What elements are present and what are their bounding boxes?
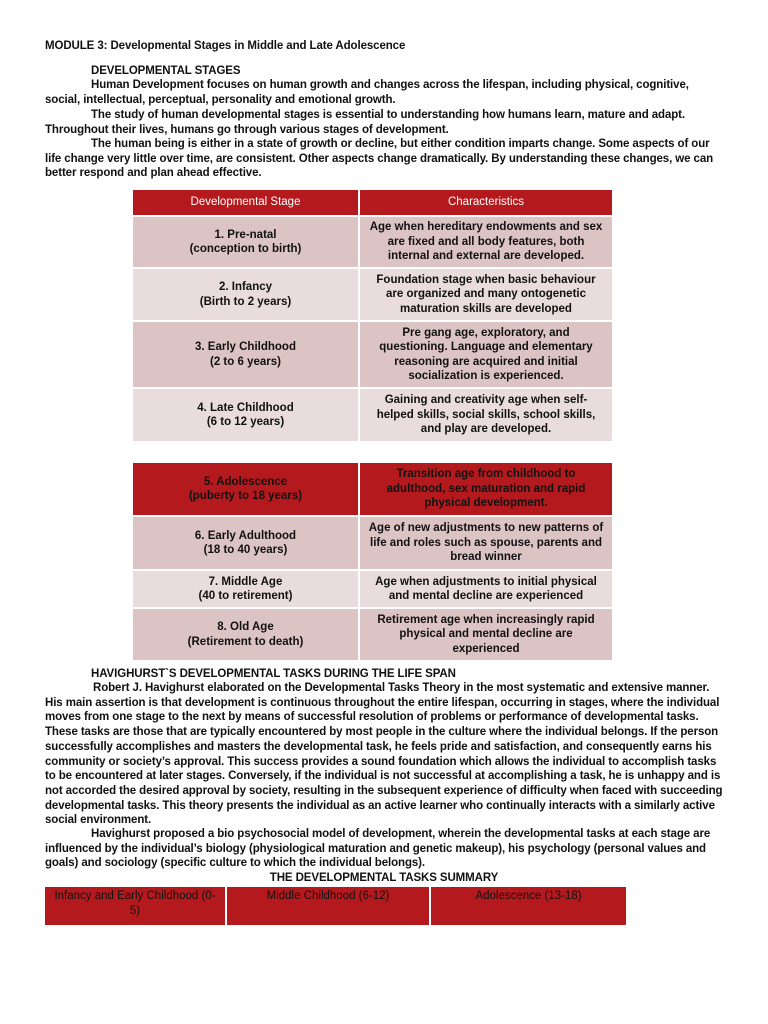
table-header-row (133, 190, 614, 217)
table-row (133, 269, 614, 322)
havighurst-paragraph-2-text: Havighurst proposed a bio psychosocial model of development, wherein the developmental tasks at each stage are influenced by the individual’s biology (physiological maturation and genetic makeup), his psychology (personal values and goals) and sociology (specific culture to which the individual belongs). (45, 828, 711, 870)
characteristics-cell: Retirement age when increasingly rapid physical and mental decline are experienced (360, 609, 614, 662)
table-row (133, 571, 614, 609)
intro-paragraph-3-text: The human being is either in a state of growth or decline, but either condition imparts change. Some aspects of our life change very little over time, are consistent. Other aspects change dramatically. By understanding these changes, we can better respond and plan ahead effective. (45, 138, 714, 180)
table-row (133, 217, 614, 269)
intro-paragraph-2 (45, 108, 725, 137)
section-heading-developmental-stages: DEVELOPMENTAL STAGES (91, 65, 241, 77)
characteristics-cell: Age when adjustments to initial physical and mental decline are experienced (360, 571, 614, 609)
table-row-highlighted (133, 463, 614, 517)
characteristics-cell: Age of new adjustments to new patterns of life and roles such as spouse, parents and bread winner (360, 517, 614, 571)
summary-col-middle-childhood: Middle Childhood (6-12) (227, 887, 431, 925)
module-title: MODULE 3: Developmental Stages in Middle and Late Adolescence (45, 40, 406, 52)
table-row (133, 517, 614, 571)
section-heading-havighurst: HAVIGHURST`S DEVELOPMENTAL TASKS DURING THE LIFE SPAN (91, 668, 456, 680)
stage-cell: 5. Adolescence (puberty to 18 years) (133, 463, 360, 517)
stage-cell: 8. Old Age (Retirement to death) (133, 609, 360, 662)
havighurst-paragraph-2 (45, 827, 725, 871)
intro-paragraph-1 (45, 78, 725, 107)
header-characteristics: Characteristics (360, 190, 614, 217)
characteristics-cell: Transition age from childhood to adulthood, sex maturation and rapid physical development. (360, 463, 614, 517)
developmental-stages-table-top (133, 190, 614, 443)
summary-col-adolescence: Adolescence (13-18) (431, 887, 626, 925)
characteristics-cell: Age when hereditary endowments and sex are fixed and all body features, both internal and external are developed. (360, 217, 614, 269)
summary-heading: THE DEVELOPMENTAL TASKS SUMMARY (269, 872, 499, 884)
stage-cell: 4. Late Childhood (6 to 12 years) (133, 389, 360, 443)
stage-cell: 7. Middle Age (40 to retirement) (133, 571, 360, 609)
table-row (133, 322, 614, 389)
stage-cell: 6. Early Adulthood (18 to 40 years) (133, 517, 360, 571)
havighurst-paragraph-1-text: Robert J. Havighurst elaborated on the Developmental Tasks Theory in the most systematic and extensive manner. His main assertion is that development is continuous throughout the entire lifespan, occurring in stages, where the individual moves from one stage to the next by means of successful resolution of problems or performance of developmental tasks. These tasks are those that are typically encountered by most people in the culture where the individual belongs. If the person successfully accomplishes and masters the developmental task, he feels pride and satisfaction, and consequently earns his community or society’s approval. This success provides a sound foundation which allows the individual to accomplish tasks to be encountered at later stages. Conversely, if the individual is not successful at accomplishing a task, he is unhappy and is not accorded the desired approval by society, resulting in the subsequent experience of difficulty when faced with succeeding developmental tasks. This theory presents the individual as an active learner who continually interacts with a similarly active social environment. (45, 682, 723, 827)
table-row (133, 609, 614, 662)
havighurst-paragraph-1 (45, 681, 725, 828)
summary-col-infancy: Infancy and Early Childhood (0-5) (45, 887, 227, 925)
developmental-tasks-summary-table (45, 887, 626, 925)
characteristics-cell: Gaining and creativity age when self-helped skills, social skills, school skills, and play are developed. (360, 389, 614, 443)
header-developmental-stage: Developmental Stage (133, 190, 360, 217)
intro-paragraph-1-text: Human Development focuses on human growth and changes across the lifespan, including physical, cognitive, social, intellectual, perceptual, personality and emotional growth. (45, 79, 689, 106)
characteristics-cell: Foundation stage when basic behaviour are organized and many ontogenetic maturation skills are developed (360, 269, 614, 322)
intro-paragraph-3 (45, 137, 725, 181)
characteristics-cell: Pre gang age, exploratory, and questioning. Language and elementary reasoning are acquired and initial socialization is experienced. (360, 322, 614, 389)
stage-cell: 1. Pre-natal (conception to birth) (133, 217, 360, 269)
table-row (133, 389, 614, 443)
intro-paragraph-2-text: The study of human developmental stages is essential to understanding how humans learn, mature and adapt. Throughout their lives, humans go through various stages of development. (45, 109, 686, 136)
developmental-stages-table-bottom (133, 463, 614, 662)
stage-cell: 2. Infancy (Birth to 2 years) (133, 269, 360, 322)
stage-cell: 3. Early Childhood (2 to 6 years) (133, 322, 360, 389)
summary-header-row (45, 887, 626, 925)
